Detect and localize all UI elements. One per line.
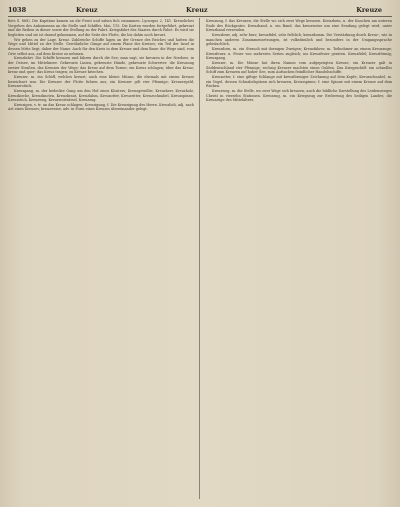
entry-paragraph: Kreuzer, m. ein Schiff, welches kreuzt; auch eine kleine Münze, die ehemals mit einem Kreuze bezeichnet war. Die Kreuzer der Flotte fuhren aus; ein Kreuzer gilt vier Pfennige; Kreuzergeld, Kreuzerstück. <box>8 74 194 89</box>
page-header <box>8 4 392 17</box>
guide-word-left: Kreuz <box>76 6 98 14</box>
entry-paragraph: Kreuzweg, m. die Stelle, wo zwei Wege sich kreuzen; auch die bildliche Darstellung des Leidensweges Christi in vierzehn Stationen. Kreuzzug, m. ein Kriegszug zur Eroberung des heiligen Landes; die Kreuzzüge des Mittelalters. <box>206 88 392 103</box>
entry-paragraph: Kreuzung, f. das Kreuzen; die Stelle wo sich zwei Wege kreuzen. Kreuzbein, n. der Knochen am unteren Ende des Rückgrates. Kreuzband, n. ein Band, das kreuzweise um eine Sendung gelegt wird; unter Kreuzband versenden. <box>206 19 392 33</box>
entry-paragraph: Wir gehen zu der Lage. Kreuz. Zahlreiche Schiffe lagen an der Grenze des Reiches und hatten die Wege und Mittel zu der Stelle. Gewöhnliche Gänge auf einem Plane des Kreises; ein Teil der Insel in dessen Mitte liegt, daher der Name. Auch für den Kreis in dem Kreuze und dem Baue: die Wege sind, vom Orte selbst aus, auf dem Kreise zu nehmen. <box>8 37 194 56</box>
guide-word-right: Kreuze <box>356 6 382 14</box>
entry-paragraph: Kreuzgang, m. der bedeckte Gang um den Hof eines Klosters; Kreuzgewölbe, Kreuzherr, Kreuzholz, Kreuzkirche, Kreuzknoten, Kreuzkraut, Kreuzlahm, Kreuzotter, Kreuzritter, Kreuzschnabel, Kreuzspinne, Kreuzstich, Kreuzweg, Kreuzworträtsel, Kreuzzug. <box>8 88 194 103</box>
page-number: 1038 <box>8 6 27 14</box>
entry-paragraph: Kreuzigen, v. tr. an das Kreuz schlagen; Kreuzigung, f. Die Kreuzigung des Herrn. Kreuzlich, adj. nach Art eines Kreuzes; kreuzweise, adv. in Form eines Kreuzes übereinander gelegt. <box>8 102 194 112</box>
guide-word-center: Kreuz <box>186 6 208 14</box>
entry-paragraph: Kreuzotter, f. eine giftige Schlange mit kreuzförmiger Zeichnung auf dem Kopfe; Kreuzschnabel, m. ein Vogel, dessen Schnabelspitzen sich kreuzen; Kreuzspinne, f. eine Spinne mit einem Kreuze auf dem Rücken. <box>206 74 392 89</box>
column-divider <box>199 18 200 499</box>
entry-paragraph: fiets S. 868). Die Kapitäne kamen an die Front und sahen fich zusammen. Lycurgus 2, 141. Kreuzliches Vorgehen des Ankommens an die Stelle und Schiffes. Mai. 115. Die Karten wurden fortgeführt, gekreuzt und die Reihen in dieser sowie der Stellung zu der Fahrt. Kriegsfahrt des Staates durch Fahrt. Es wird sie begleiten und sie ist darauf gekommen, auf die Seite der Flotte, die bis dahin noch kreuzt. <box>8 19 194 37</box>
entry-paragraph: Kreuzfahrt. Die Schiffe kreuzen und fahren durch die See; man sagt, sie kreuzen in der Nordsee, in der Ostsee, im Mittelmeer. Gekreuzte Linien, gekreuzte Hände, gekreuzte Schwerter: die Kreuzung zweier Straßen, das Kreuzen der Wege; das Kreuz auf dem Turme; ein Kreuz schlagen; über das Kreuz; kreuz und quer; das Kreuz tragen; zu Kreuze kriechen. <box>8 56 194 75</box>
left-column <box>8 19 194 499</box>
entry-paragraph: Kreuzbrav, adj. sehr brav; kreuzfidel, sehr fröhlich; kreuzdumm. Die Verstärkung durch Kreuz-, wie in manchen anderen Zusammensetzungen, ist volkstümlich und besonders in der Umgangssprache gebräuchlich. <box>206 32 392 47</box>
right-column <box>206 19 392 499</box>
entry-paragraph: Kreuzdorn, m. ein Strauch mit dornigen Zweigen; Kreuzfahrer, m. Teilnehmer an einem Kreuzzuge; Kreuzfeuer, n. Feuer von mehreren Seiten zugleich; ins Kreuzfeuer geraten. Kreuzfidel; Kreuzförmig; Kreuzgang. <box>206 46 392 61</box>
entry-paragraph: Kreuzer, m. Die Münze hat ihren Namen vom aufgeprägten Kreuze; ein Kreuzer galt in Süddeutschland vier Pfennige; sechzig Kreuzer machten einen Gulden. Das Kriegsschiff: ein schnelles Schiff zum Kreuzen auf hoher See, zum Aufsuchen feindlicher Handelsschiffe. <box>206 60 392 75</box>
